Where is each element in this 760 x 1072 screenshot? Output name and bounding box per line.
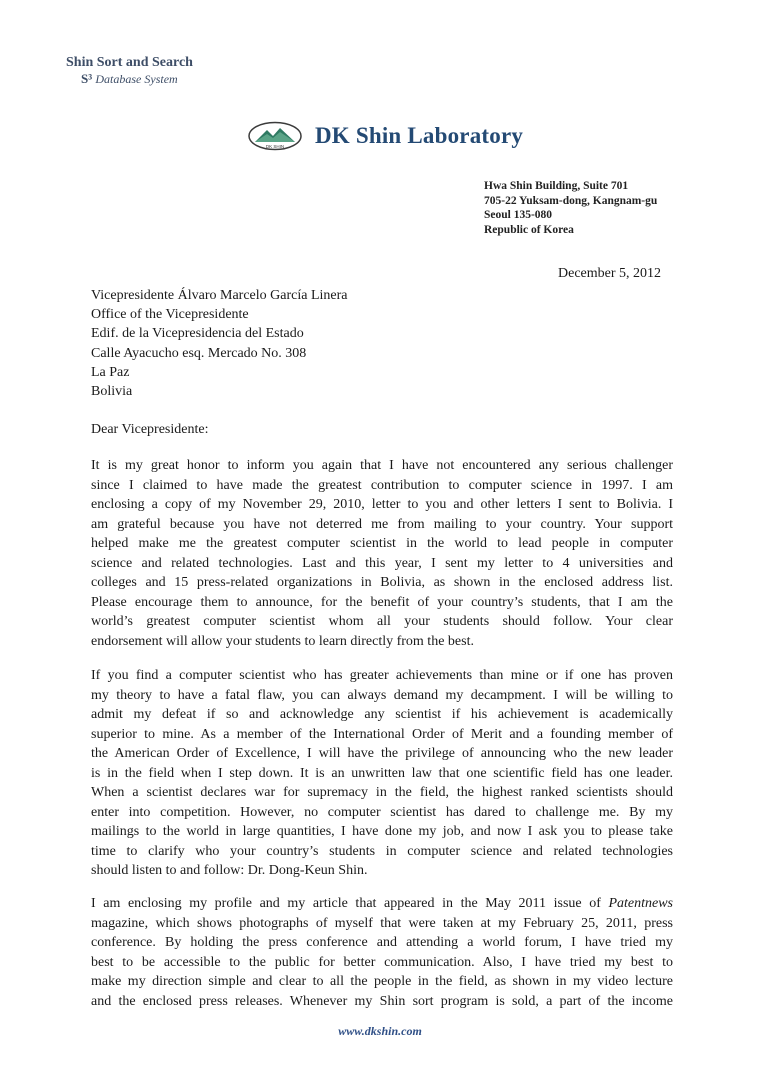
paragraph-line: best to be accessible to the public for better communication. Also, I have tried my best to (91, 954, 673, 970)
paragraph-line: science and related technologies. Last and this year, I sent my letter to 4 universities and (91, 555, 673, 571)
paragraph-line: When a scientist declares war for supremacy in the field, the highest ranked scientists should (91, 785, 673, 800)
body-paragraph-1 (91, 456, 673, 651)
paragraph-line: helped make me the greatest computer scientist in the world to lead people in computer (91, 536, 673, 551)
paragraph-line: conference. By holding the press conference and attending a world forum, I have tried my (91, 935, 673, 950)
magazine-title: Patentnews (608, 896, 673, 911)
product-name: Shin Sort and Search (66, 55, 193, 70)
paragraph-line: Please encourage them to announce, for the benefit of your country’s students, that I am the (91, 594, 673, 610)
paragraph-line: is in the field when I step down. It is an unwritten law that one scientific field has one leader. (91, 765, 673, 781)
paragraph-line: mailings to the world in large quantities, I have done my job, and now I ask you to please take (91, 824, 673, 839)
paragraph-line: colleges and 15 press-related organizations in Bolivia, as shown in the enclosed address list. (91, 575, 673, 590)
recipient-line: Bolivia (91, 384, 133, 400)
paragraph-line: am grateful because you have not deterred me from mailing to your country. Your support (91, 516, 673, 532)
paragraph-line: should listen to and follow: Dr. Dong-Keun Shin. (91, 863, 368, 878)
recipient-line: Vicepresidente Álvaro Marcelo García Linera (91, 288, 348, 303)
paragraph-line: world’s greatest computer scientist whom all your students should follow. Your clear (91, 614, 673, 629)
letter-date: December 5, 2012 (558, 266, 662, 281)
paragraph-line: the American Order of Excellence, I will have the privilege of announcing who the new leader (91, 746, 673, 761)
recipient-line: Office of the Vicepresidente (91, 307, 249, 323)
lab-name: DK Shin Laboratory (315, 123, 524, 148)
mountain-logo-icon (247, 121, 303, 151)
paragraph-line: enclosing a copy of my November 29, 2010, letter to you and other letters I sent to Bolivia. I (91, 497, 673, 512)
recipient-line: La Paz (91, 364, 130, 380)
product-s3-mark: S³ (81, 71, 93, 86)
paragraph-line: enter into competition. However, no computer scientist has dared to challenge me. By my (91, 804, 673, 820)
body-paragraph-3 (91, 894, 673, 1011)
paragraph-line: magazine, which shows photographs of myself that were taken at my February 25, 2011, press (91, 915, 673, 931)
paragraph-line: make my direction simple and clear to all the people in the field, as shown in my video lecture (91, 974, 673, 989)
sender-address (484, 179, 657, 237)
logo-badge-text: DK SHIN (265, 144, 285, 149)
paragraph-line: If you find a computer scientist who has greater achievements than mine or if one has proven (91, 668, 673, 683)
product-subtitle (66, 71, 193, 87)
paragraph-line: It is my great honor to inform you again that I have not encountered any serious challenger (91, 458, 673, 473)
product-branding (66, 54, 193, 87)
address-line: 705-22 Yuksam-dong, Kangnam-gu (484, 194, 658, 207)
footer-website[interactable]: www.dkshin.com (338, 1024, 422, 1038)
recipient-line: Calle Ayacucho esq. Mercado No. 308 (91, 345, 307, 361)
salutation: Dear Vicepresidente: (91, 422, 209, 437)
address-line: Republic of Korea (484, 223, 574, 236)
address-line: Hwa Shin Building, Suite 701 (484, 180, 629, 192)
paragraph-line: and the enclosed press releases. Whenever my Shin sort program is sold, a part of the income (91, 993, 673, 1009)
address-line: Seoul 135-080 (484, 209, 553, 221)
recipient-address (91, 286, 347, 401)
paragraph-line: since I claimed to have made the greatest contribution to computer science in 1997. I am (91, 477, 673, 493)
paragraph-line: superior to mine. As a member of the International Order of Merit and a founding member of (91, 726, 673, 742)
paragraph-line: my theory to have a fatal flaw, you can always demand my decampment. I will be willing to (91, 687, 673, 703)
letterhead-logo (247, 119, 523, 153)
paragraph-line: I am enclosing my profile and my article that appeared in the May 2011 issue of Patentnews (91, 896, 673, 911)
product-db-label: Database System (95, 72, 178, 86)
paragraph-line: endorsement will allow your students to learn directly from the best. (91, 633, 474, 649)
body-paragraph-2 (91, 666, 673, 881)
recipient-line: Edif. de la Vicepresidencia del Estado (91, 326, 304, 342)
paragraph-line: admit my defeat if so and acknowledge any scientist if his achievement is academically (91, 707, 673, 722)
paragraph-line: time to clarify who your country’s students in computer science and related technologies (91, 843, 673, 859)
